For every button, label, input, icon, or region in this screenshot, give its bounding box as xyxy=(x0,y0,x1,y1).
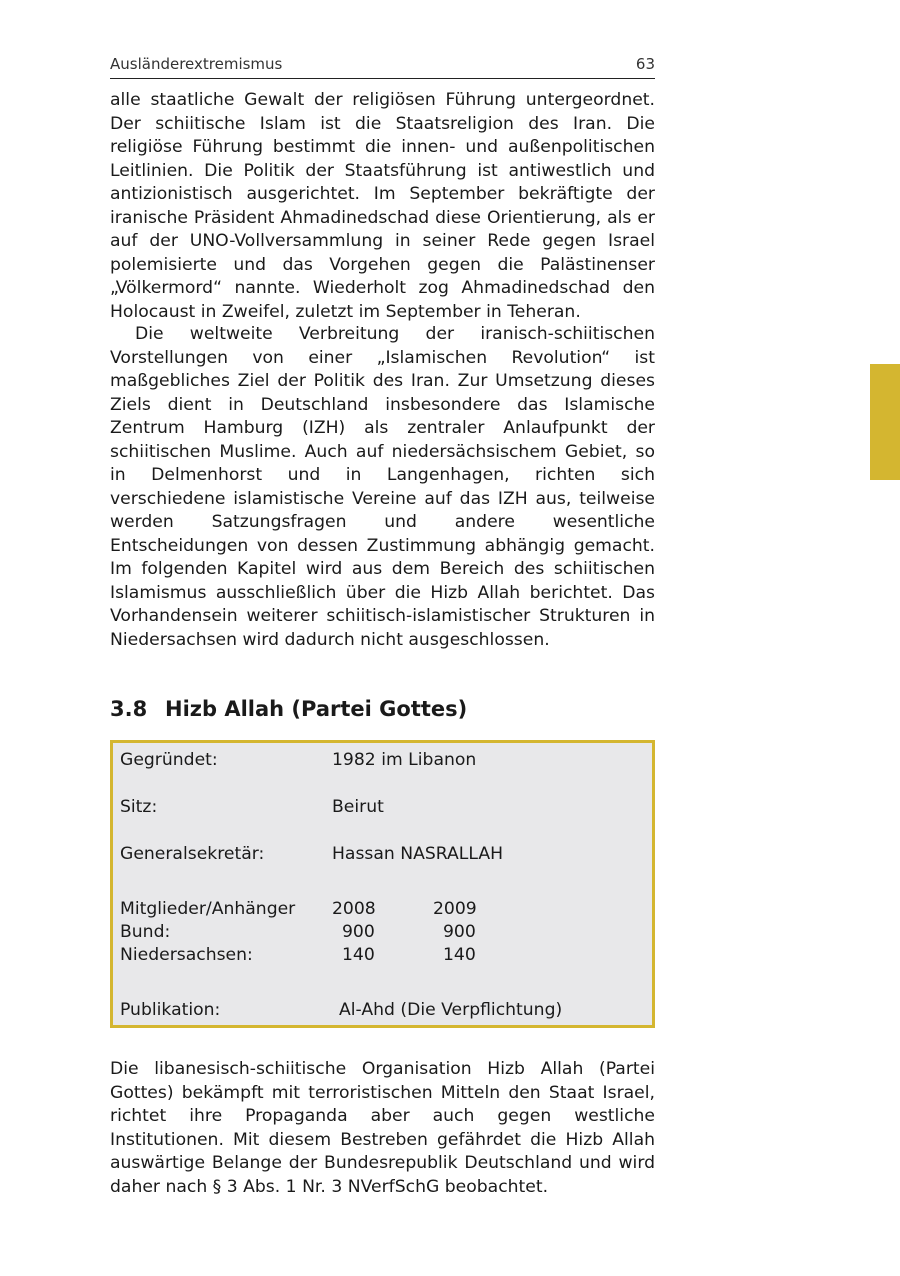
state-2009: 140 xyxy=(443,945,476,965)
state-2008: 140 xyxy=(342,945,375,965)
seat-label: Sitz: xyxy=(120,797,158,817)
chapter-tab-marker xyxy=(870,364,900,480)
founded-label: Gegründet: xyxy=(120,750,218,770)
secretary-value: Hassan NASRALLAH xyxy=(332,844,504,864)
paragraph-1: alle staatliche Gewalt der religiösen Führung untergeordnet. Der schiitische Islam ist die Staatsreligion des Iran. Die religiöse Führung bestimmt die innen- und außenpolitischen Leitlinien. Die Politik der Staatsführung ist antiwestlich und antizionistisch ausgerichtet. Im September bekräftigte der iranische Präsident Ahmadinedschad diese Orientierung, als er auf der UNO-Vollversammlung in seiner Rede gegen Israel polemisierte und das Vorgehen gegen die Palästinenser „Völkermord“ nannte. Wiederholt zog Ahmadinedschad den Holocaust in Zweifel, zuletzt im September in Teheran. xyxy=(110,90,655,322)
paragraph-3: Die libanesisch-schiitische Organisation Hizb Allah (Partei Gottes) bekämpft mit terroristischen Mitteln den Staat Israel, richtet ihre Propaganda aber auch gegen westliche Institutionen. Mit diesem Bestreben gefährdet die Hizb Allah auswärtige Belange der Bundesrepublik Deutschland und wird daher nach § 3 Abs. 1 Nr. 3 NVerfSchG beobachtet. xyxy=(110,1059,655,1197)
section-number: 3.8 xyxy=(110,697,148,721)
publication-label: Publikation: xyxy=(120,1000,221,1020)
year-2009: 2009 xyxy=(433,899,477,919)
state-label: Niedersachsen: xyxy=(120,945,253,965)
year-2008: 2008 xyxy=(332,899,376,919)
running-header-title: Ausländerextremismus xyxy=(110,55,283,73)
page-number: 63 xyxy=(635,55,655,73)
seat-value: Beirut xyxy=(332,797,384,817)
federal-2009: 900 xyxy=(443,922,476,942)
fact-box xyxy=(110,740,655,1028)
running-header xyxy=(110,52,655,79)
federal-2008: 900 xyxy=(342,922,375,942)
members-label: Mitglieder/Anhänger xyxy=(120,899,296,919)
section-title: Hizb Allah (Partei Gottes) xyxy=(165,697,468,721)
publication-value: Al-Ahd (Die Verpflichtung) xyxy=(339,1000,563,1020)
section-heading xyxy=(110,697,467,721)
federal-label: Bund: xyxy=(120,922,171,942)
paragraph-2: Die weltweite Verbreitung der iranisch-schiitischen Vorstellungen von einer „Islamischen Revolution“ ist maßgebliches Ziel der Politik des Iran. Zur Umsetzung dieses Ziels dient in Deutschland insbesondere das Islamische Zentrum Hamburg (IZH) als zentraler Anlaufpunkt der schiitischen Muslime. Auch auf niedersächsischem Gebiet, so in Delmenhorst und in Langenhagen, richten sich verschiedene islamistische Vereine auf das IZH aus, teilweise werden Satzungsfragen und andere wesentliche Entscheidungen von dessen Zustimmung abhängig gemacht. Im folgenden Kapitel wird aus dem Bereich des schiitischen Islamismus ausschließlich über die Hizb Allah berichtet. Das Vorhandensein weiterer schiitisch-islamistischer Strukturen in Niedersachsen wird dadurch nicht ausgeschlossen. xyxy=(110,324,655,650)
founded-value: 1982 im Libanon xyxy=(332,750,477,770)
secretary-label: Generalsekretär: xyxy=(120,844,265,864)
